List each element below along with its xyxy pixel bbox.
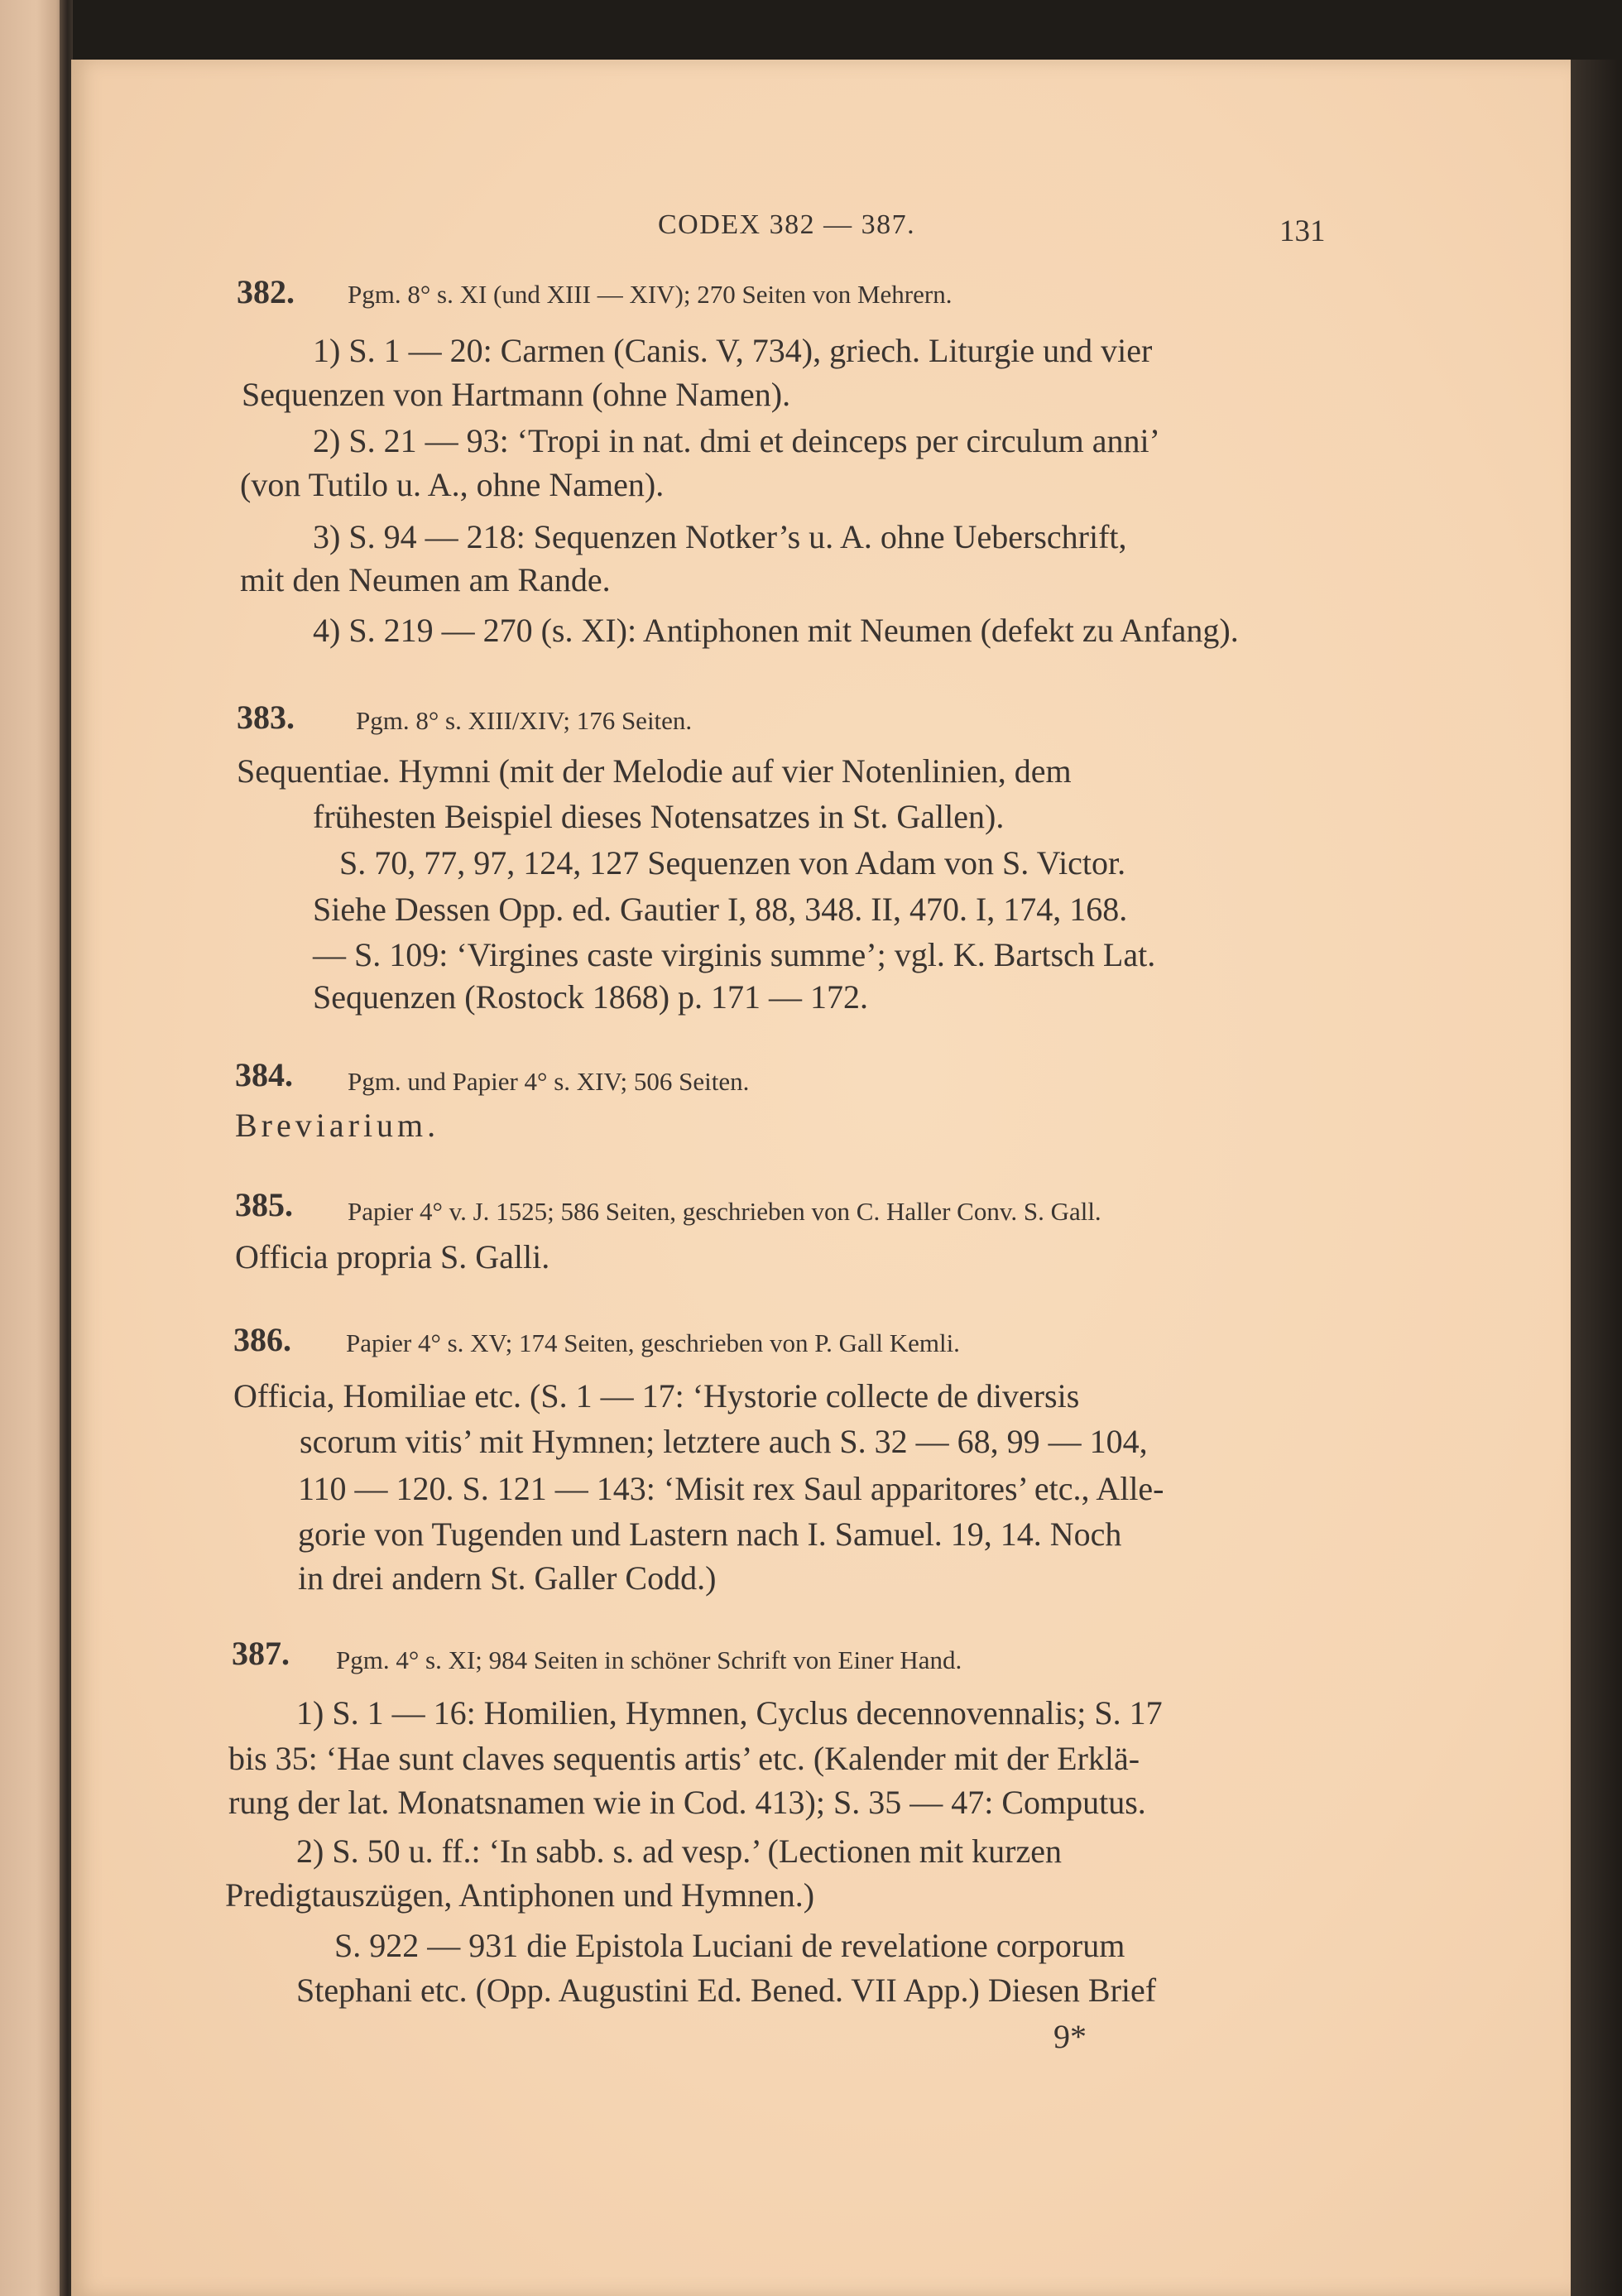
signature-mark: 9*	[1053, 2018, 1087, 2055]
codex-number: 385.	[235, 1186, 293, 1223]
codex-number: 386.	[233, 1321, 291, 1358]
entry-line: in drei andern St. Galler Codd.)	[298, 1559, 717, 1597]
entry-line: S. 70, 77, 97, 124, 127 Sequenzen von Adam von S. Victor.	[339, 844, 1126, 881]
entry-line: Officia, Homiliae etc. (S. 1 — 17: ‘Hystorie collecte de diversis	[233, 1377, 1080, 1415]
entry-line: Sequentiae. Hymni (mit der Melodie auf vier Notenlinien, dem	[237, 752, 1072, 790]
entry-line: 1) S. 1 — 16: Homilien, Hymnen, Cyclus decennovennalis; S. 17	[296, 1694, 1163, 1732]
entry-line: Siehe Dessen Opp. ed. Gautier I, 88, 348. II, 470. I, 174, 168.	[313, 891, 1128, 928]
entry-line: Sequenzen (Rostock 1868) p. 171 — 172.	[313, 978, 869, 1016]
entry-line: 2) S. 50 u. ff.: ‘In sabb. s. ad vesp.’ (Lectionen mit kurzen	[296, 1832, 1062, 1870]
codex-number: 384.	[235, 1056, 293, 1093]
entry-line: (von Tutilo u. A., ohne Namen).	[240, 466, 665, 503]
entry-line: — S. 109: ‘Virgines caste virginis summe’; vgl. K. Bartsch Lat.	[313, 936, 1156, 973]
codex-number: 382.	[237, 273, 295, 310]
entry-line: 110 — 120. S. 121 — 143: ‘Misit rex Saul apparitores’ etc., Alle-	[298, 1470, 1164, 1507]
entry-line: bis 35: ‘Hae sunt claves sequentis artis’ etc. (Kalender mit der Erklä-	[228, 1740, 1140, 1777]
entry-line: 4) S. 219 — 270 (s. XI): Antiphonen mit Neumen (defekt zu Anfang).	[313, 612, 1239, 649]
entry-line: rung der lat. Monatsnamen wie in Cod. 413); S. 35 — 47: Computus.	[228, 1784, 1146, 1821]
previous-page-edge	[0, 0, 66, 2296]
codex-description: Papier 4° v. J. 1525; 586 Seiten, geschrieben von C. Haller Conv. S. Gall.	[348, 1197, 1101, 1226]
running-title: CODEX 382 — 387.	[658, 209, 916, 240]
entry-line: Officia propria S. Galli.	[235, 1238, 550, 1275]
entry-line: Sequenzen von Hartmann (ohne Namen).	[242, 376, 791, 413]
entry-line: frühesten Beispiel dieses Notensatzes in St. Gallen).	[313, 798, 1005, 835]
codex-description: Pgm. 4° s. XI; 984 Seiten in schöner Schrift von Einer Hand.	[336, 1645, 962, 1674]
entry-line: gorie von Tugenden und Lastern nach I. Samuel. 19, 14. Noch	[298, 1515, 1122, 1553]
page-edge-shadow	[1571, 60, 1622, 2296]
codex-description: Pgm. 8° s. XIII/XIV; 176 Seiten.	[356, 706, 693, 735]
entry-line: 2) S. 21 — 93: ‘Tropi in nat. dmi et deinceps per circulum anni’	[313, 422, 1160, 459]
codex-number: 387.	[232, 1635, 290, 1672]
codex-description: Pgm. und Papier 4° s. XIV; 506 Seiten.	[348, 1067, 750, 1096]
page-number: 131	[1279, 214, 1326, 248]
entry-line: 1) S. 1 — 20: Carmen (Canis. V, 734), griech. Liturgie und vier	[313, 332, 1153, 369]
entry-line: Predigtauszügen, Antiphonen und Hymnen.)	[225, 1876, 815, 1914]
entry-line: scorum vitis’ mit Hymnen; letztere auch S. 32 — 68, 99 — 104,	[300, 1423, 1148, 1460]
entry-line: mit den Neumen am Rande.	[240, 561, 611, 598]
entry-line: 3) S. 94 — 218: Sequenzen Notker’s u. A. ohne Ueberschrift,	[313, 518, 1127, 555]
entry-line: Stephani etc. (Opp. Augustini Ed. Bened. VII App.) Diesen Brief	[296, 1972, 1157, 2009]
entry-line: Breviarium.	[235, 1107, 440, 1144]
entry-line: S. 922 — 931 die Epistola Luciani de revelatione corporum	[334, 1927, 1125, 1964]
codex-number: 383.	[237, 699, 295, 736]
codex-description: Papier 4° s. XV; 174 Seiten, geschrieben von P. Gall Kemli.	[346, 1328, 960, 1357]
codex-description: Pgm. 8° s. XI (und XIII — XIV); 270 Seiten von Mehrern.	[348, 280, 953, 309]
